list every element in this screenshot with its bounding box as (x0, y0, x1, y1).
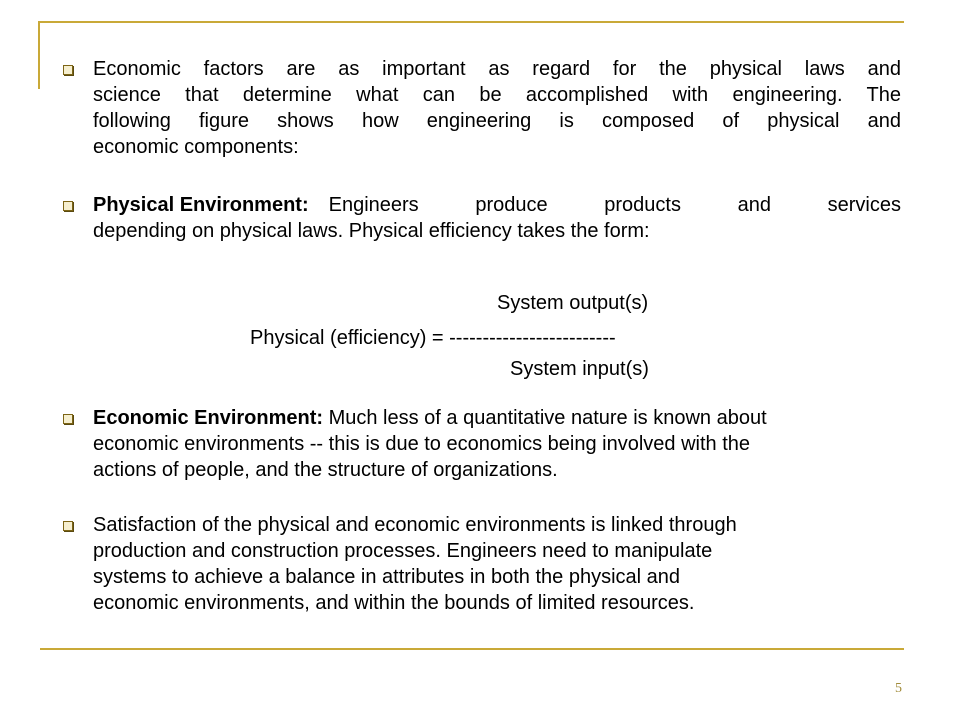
bullet-economic-environment (63, 405, 903, 483)
text-line: economic environments -- this is due to economics being involved with the (93, 433, 750, 455)
text-line: systems to achieve a balance in attributes in both the physical and (93, 566, 681, 588)
square-bullet-icon (63, 65, 73, 75)
text-line: actions of people, and the structure of organizations. (93, 459, 558, 481)
bullet-economic-factors (63, 56, 903, 160)
square-bullet-icon (63, 201, 73, 211)
text-span: Engineers produce products and services (328, 194, 901, 216)
text-line: depending on physical laws. Physical efficiency takes the form: (93, 220, 650, 242)
left-border-rule (38, 21, 40, 89)
text-line: economic environments, and within the bounds of limited resources. (93, 592, 695, 614)
bullet-text (93, 56, 901, 160)
bottom-border-rule (40, 648, 904, 650)
bullet-text (93, 512, 901, 616)
bullet-heading: Economic Environment: (93, 407, 324, 429)
text-span: Much less of a quantitative nature is known about (328, 407, 767, 429)
page-number: 5 (895, 681, 902, 696)
bullet-text (93, 405, 901, 483)
bullet-heading: Physical Environment: (93, 194, 309, 216)
square-bullet-icon (63, 414, 73, 424)
top-border-rule (38, 21, 904, 23)
text-line: production and construction processes. Engineers need to manipulate (93, 540, 713, 562)
bullet-text (93, 192, 901, 244)
square-bullet-icon (63, 521, 73, 531)
text-line (93, 192, 901, 218)
formula-numerator: System output(s) (497, 292, 649, 314)
bullet-physical-environment (63, 192, 903, 244)
text-line (93, 405, 901, 431)
text-line: science that determine what can be accomplished with engineering. The (93, 84, 901, 106)
bullet-satisfaction (63, 512, 903, 616)
text-line: economic components: (93, 136, 299, 158)
formula-denominator: System input(s) (510, 358, 649, 380)
text-line: following figure shows how engineering is composed of physical and (93, 110, 901, 132)
formula-equation: Physical (efficiency) = ------------------------- (250, 327, 616, 349)
text-line: Satisfaction of the physical and economic environments is linked through (93, 514, 737, 536)
text-line: Economic factors are as important as regard for the physical laws and (93, 58, 901, 80)
